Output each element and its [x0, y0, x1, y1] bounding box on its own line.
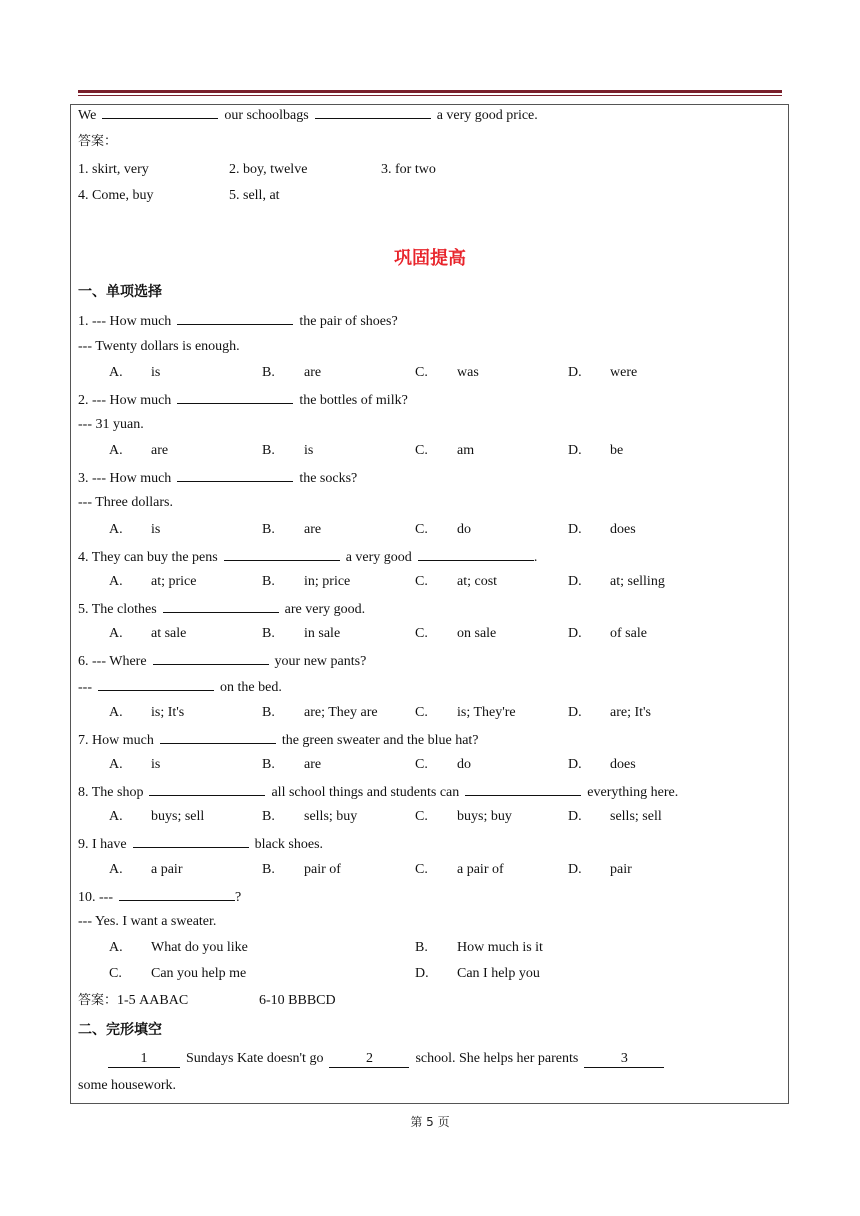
header-rule-thick [78, 90, 782, 93]
answer-blank[interactable] [160, 730, 276, 744]
answer-blank[interactable] [149, 782, 265, 796]
question-stem: 1. --- How much the pair of shoes? [78, 311, 398, 329]
question-stem: 8. The shop all school things and students can everything here. [78, 782, 678, 800]
option-letter: C. [415, 574, 428, 589]
option-text[interactable]: in; price [304, 574, 351, 589]
option-letter: A. [109, 365, 123, 380]
option-text[interactable]: is; It's [151, 705, 185, 720]
option-text[interactable]: at; price [151, 574, 197, 589]
answer-blank[interactable] [177, 311, 293, 325]
option-letter: B. [262, 574, 275, 589]
option-text[interactable]: be [610, 443, 624, 458]
option-letter: A. [109, 705, 123, 720]
part1-title: 一、单项选择 [78, 284, 162, 300]
option-text[interactable]: at; selling [610, 574, 665, 589]
option-text[interactable]: Can I help you [457, 966, 540, 981]
option-text[interactable]: does [610, 522, 636, 537]
answer-blank[interactable] [153, 651, 269, 665]
question-reply: --- 31 yuan. [78, 417, 144, 432]
option-text[interactable]: How much is it [457, 940, 543, 955]
answer-item: 2. boy, twelve [229, 162, 308, 177]
option-text[interactable]: a pair of [457, 862, 504, 877]
answer-blank[interactable] [177, 468, 293, 482]
option-letter: B. [262, 443, 275, 458]
option-text[interactable]: pair of [304, 862, 341, 877]
option-letter: A. [109, 862, 123, 877]
answer-blank[interactable] [465, 782, 581, 796]
option-letter: D. [568, 522, 582, 537]
option-letter: A. [109, 443, 123, 458]
answer-item: 5. sell, at [229, 188, 280, 203]
option-letter: C. [415, 626, 428, 641]
question-stem: 3. --- How much the socks? [78, 468, 357, 486]
option-letter: A. [109, 626, 123, 641]
option-letter: A. [109, 757, 123, 772]
option-text[interactable]: is [151, 757, 161, 772]
option-letter: B. [262, 522, 275, 537]
cloze-blank[interactable]: 1 [108, 1051, 180, 1068]
option-text[interactable]: am [457, 443, 475, 458]
option-text[interactable]: a pair [151, 862, 183, 877]
answer-blank[interactable] [163, 599, 279, 613]
answer-blank[interactable] [418, 547, 534, 561]
option-letter: B. [262, 365, 275, 380]
option-letter: A. [109, 809, 123, 824]
cloze-line: 1 Sundays Kate doesn't go 2 school. She helps her parents 3 [108, 1050, 670, 1068]
option-letter: D. [568, 809, 582, 824]
answer-item: 3. for two [381, 162, 436, 177]
answer-blank[interactable] [315, 105, 431, 119]
question-stem: 6. --- Where your new pants? [78, 651, 366, 669]
option-letter: D. [568, 443, 582, 458]
option-text[interactable]: are [304, 365, 322, 380]
option-text[interactable]: do [457, 522, 471, 537]
option-letter: D. [568, 862, 582, 877]
cloze-blank[interactable]: 3 [584, 1051, 664, 1068]
option-text[interactable]: are [304, 522, 322, 537]
question-reply: --- Three dollars. [78, 495, 173, 510]
fill-in-line: We our schoolbags a very good price. [78, 105, 538, 123]
question-reply: --- Twenty dollars is enough. [78, 339, 240, 354]
answer-item: 4. Come, buy [78, 188, 154, 203]
answer-key-2: 6-10 BBBCD [259, 993, 336, 1008]
cloze-line-2: some housework. [78, 1078, 176, 1093]
option-text[interactable]: are [304, 757, 322, 772]
option-letter: A. [109, 522, 123, 537]
option-text[interactable]: is [151, 522, 161, 537]
option-text[interactable]: were [610, 365, 638, 380]
option-text[interactable]: sells; buy [304, 809, 358, 824]
question-stem: 7. How much the green sweater and the blue hat? [78, 730, 479, 748]
cloze-blank[interactable]: 2 [329, 1051, 409, 1068]
answer-label: 答案： [78, 134, 118, 149]
option-text[interactable]: Can you help me [151, 966, 247, 981]
option-letter: D. [568, 574, 582, 589]
option-letter: D. [568, 365, 582, 380]
question-reply: --- on the bed. [78, 677, 282, 695]
option-text[interactable]: buys; buy [457, 809, 512, 824]
option-letter: D. [568, 757, 582, 772]
answer-blank[interactable] [224, 547, 340, 561]
option-text[interactable]: in sale [304, 626, 341, 641]
option-text[interactable]: at sale [151, 626, 187, 641]
option-text[interactable]: What do you like [151, 940, 248, 955]
option-letter: C. [415, 522, 428, 537]
question-reply: --- Yes. I want a sweater. [78, 914, 217, 929]
answer-blank[interactable] [177, 390, 293, 404]
option-letter: D. [415, 966, 429, 981]
option-text[interactable]: is [304, 443, 314, 458]
answer-blank[interactable] [98, 677, 214, 691]
question-stem: 4. They can buy the pens a very good . [78, 547, 537, 565]
option-letter: B. [262, 626, 275, 641]
option-text[interactable]: was [457, 365, 479, 380]
option-letter: B. [262, 757, 275, 772]
part2-title: 二、完形填空 [78, 1022, 162, 1038]
option-letter: D. [568, 705, 582, 720]
option-letter: C. [415, 809, 428, 824]
option-letter: C. [109, 966, 122, 981]
option-letter: B. [415, 940, 428, 955]
option-text[interactable]: buys; sell [151, 809, 205, 824]
option-text[interactable]: are; It's [610, 705, 652, 720]
option-letter: B. [262, 705, 275, 720]
option-letter: C. [415, 757, 428, 772]
option-text[interactable]: pair [610, 862, 632, 877]
answer-blank[interactable] [133, 834, 249, 848]
question-stem: 5. The clothes are very good. [78, 599, 365, 617]
option-letter: A. [109, 574, 123, 589]
answer-blank[interactable] [102, 105, 218, 119]
option-letter: C. [415, 705, 428, 720]
option-text[interactable]: is; They're [457, 705, 516, 720]
option-letter: B. [262, 862, 275, 877]
option-letter: C. [415, 862, 428, 877]
section-heading: 巩固提高 [394, 248, 466, 269]
option-text[interactable]: on sale [457, 626, 497, 641]
option-text[interactable]: of sale [610, 626, 647, 641]
option-text[interactable]: is [151, 365, 161, 380]
option-letter: C. [415, 443, 428, 458]
option-text[interactable]: are [151, 443, 169, 458]
answer-blank[interactable] [119, 887, 235, 901]
option-letter: D. [568, 626, 582, 641]
answer-key: 答案：1-5 AABAC [78, 993, 189, 1008]
question-stem: 10. --- ? [78, 887, 241, 905]
option-text[interactable]: are; They are [304, 705, 378, 720]
question-stem: 9. I have black shoes. [78, 834, 323, 852]
option-text[interactable]: at; cost [457, 574, 498, 589]
option-letter: A. [109, 940, 123, 955]
page-footer: 第 5 页 [410, 1115, 450, 1129]
question-stem: 2. --- How much the bottles of milk? [78, 390, 408, 408]
option-letter: C. [415, 365, 428, 380]
option-text[interactable]: do [457, 757, 471, 772]
answer-item: 1. skirt, very [78, 162, 149, 177]
option-text[interactable]: sells; sell [610, 809, 662, 824]
header-rule-thin [78, 95, 782, 96]
option-letter: B. [262, 809, 275, 824]
option-text[interactable]: does [610, 757, 636, 772]
